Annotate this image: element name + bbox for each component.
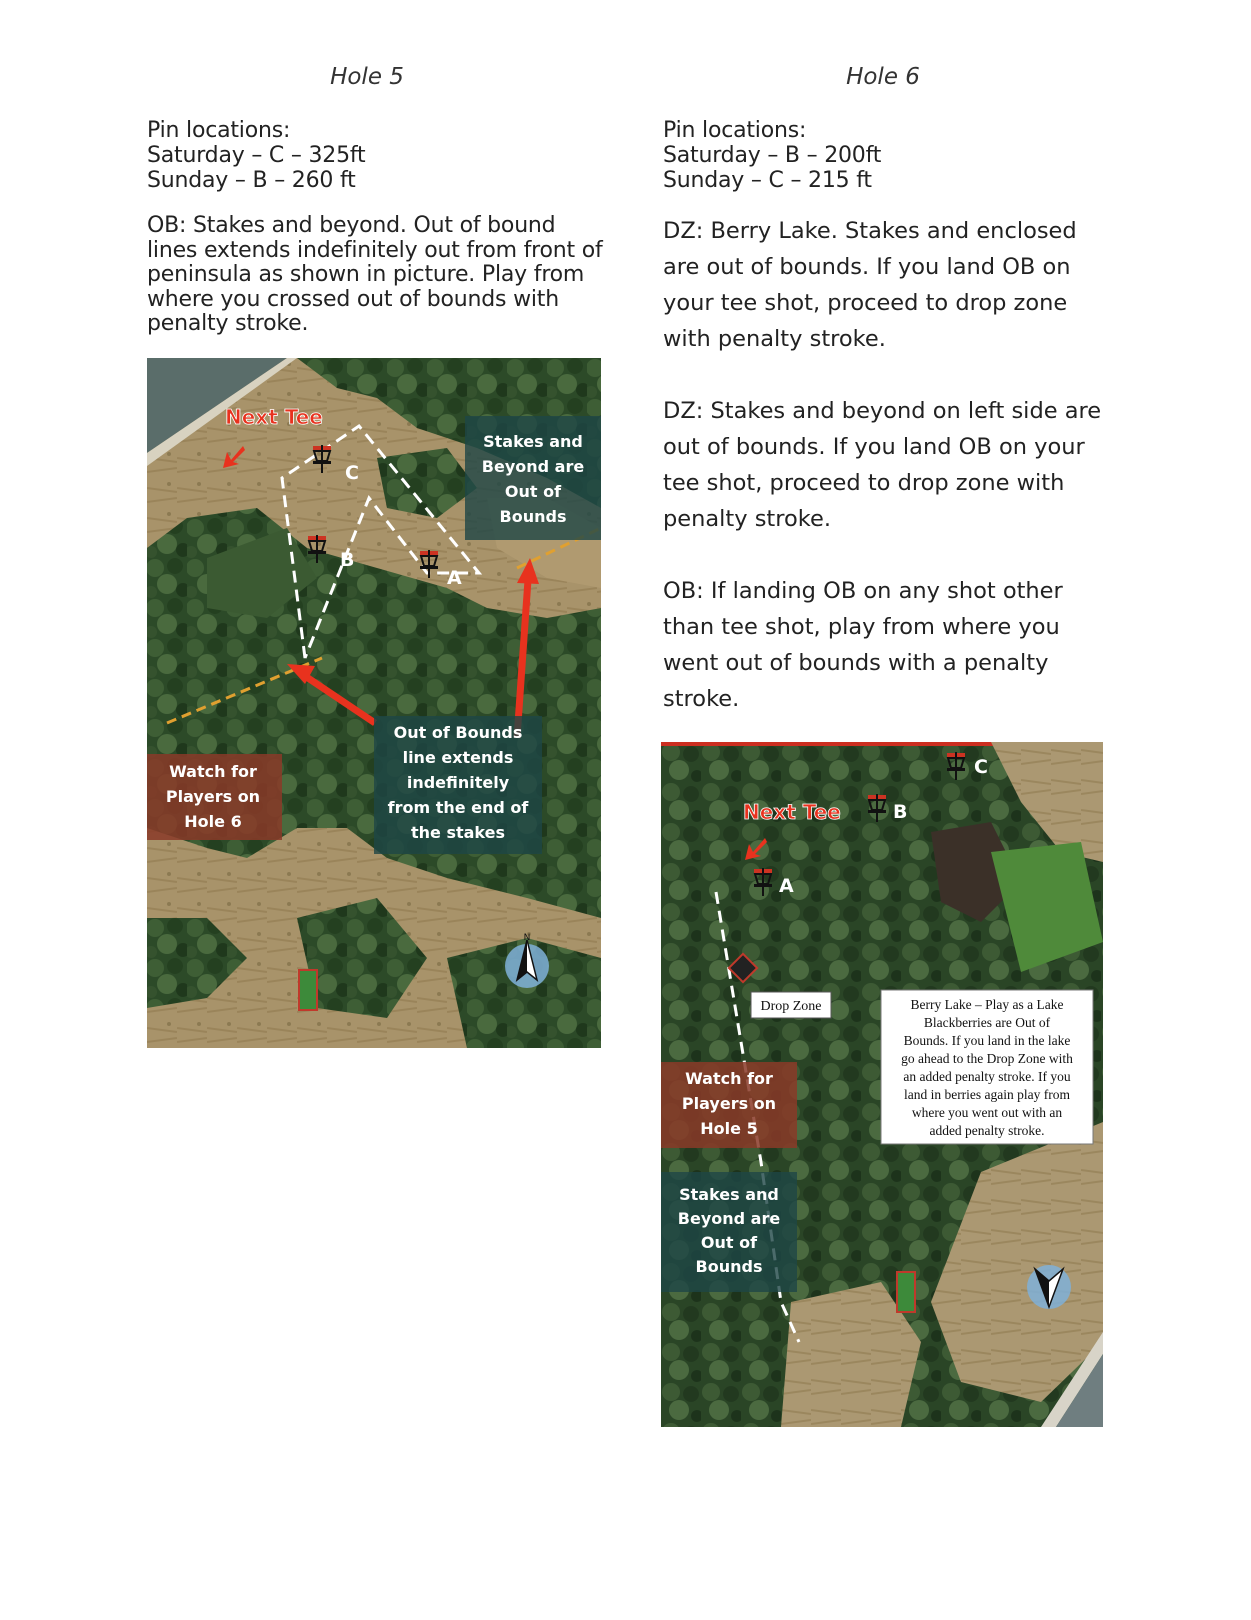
berry-box-line-2: Blackberries are Out of bbox=[923, 1015, 1051, 1030]
stakes-box-line-1: Stakes and bbox=[483, 432, 583, 451]
pin-c-label: C bbox=[345, 462, 359, 484]
hole-6-map bbox=[661, 742, 1103, 1427]
watch-box-line-1: Watch for bbox=[169, 762, 257, 781]
pin-sunday: Sunday – B – 260 ft bbox=[147, 168, 356, 193]
berry-box-line-6: land in berries again play from bbox=[903, 1087, 1071, 1102]
stakes-box-line-2: Beyond are bbox=[481, 457, 585, 476]
hole-6-pin-locations bbox=[663, 118, 881, 193]
hole-6-aerial bbox=[661, 742, 1103, 1427]
hole-5-ob-rule: OB: Stakes and beyond. Out of bound lines extends indefinitely out from front of peninsula as shown in picture. Play from where you crossed out of bounds with penalty stroke. bbox=[147, 213, 603, 336]
stakes-box-line-1: Stakes and bbox=[679, 1185, 779, 1204]
hole-6-dz-rule-1: DZ: Berry Lake. Stakes and enclosed are out of bounds. If you land OB on your tee shot, proceed to drop zone with penalty stroke. bbox=[663, 218, 1077, 352]
ob-box-line-2: line extends bbox=[402, 748, 514, 767]
berry-box-line-7: where you went out with an bbox=[911, 1105, 1063, 1120]
pin-saturday: Saturday – B – 200ft bbox=[663, 143, 882, 168]
watch-box-line-3: Hole 5 bbox=[700, 1119, 758, 1138]
stakes-box-line-2: Beyond are bbox=[677, 1209, 781, 1228]
pin-heading: Pin locations: bbox=[663, 118, 807, 143]
stakes-box-line-4: Bounds bbox=[499, 507, 567, 526]
berry-box-line-8: added penalty stroke. bbox=[929, 1123, 1045, 1138]
ob-box-line-1: Out of Bounds bbox=[393, 723, 523, 742]
berry-box-bg bbox=[881, 990, 1093, 1144]
berry-box-line-1: Berry Lake – Play as a Lake bbox=[910, 997, 1064, 1012]
pin-b-label: B bbox=[340, 549, 355, 571]
stakes-box-line-3: Out of bbox=[700, 1233, 758, 1252]
pin-c-label: C bbox=[974, 756, 988, 778]
pin-b-label: B bbox=[893, 801, 908, 823]
tee-pad bbox=[897, 1272, 915, 1312]
pin-heading: Pin locations: bbox=[147, 118, 291, 143]
ob-box-line-5: the stakes bbox=[410, 823, 506, 842]
hole-5-title: Hole 5 bbox=[330, 64, 404, 90]
berry-box-line-3: Bounds. If you land in the lake bbox=[903, 1033, 1071, 1048]
ob-box-line-3: indefinitely bbox=[406, 773, 510, 792]
watch-box-line-2: Players on bbox=[681, 1094, 777, 1113]
hole-6-title: Hole 6 bbox=[846, 64, 920, 90]
next-tee-label: Next Tee bbox=[225, 405, 323, 429]
pin-a-label: A bbox=[779, 875, 794, 897]
drop-zone-label: Drop Zone bbox=[760, 999, 822, 1014]
hole-5-map bbox=[147, 358, 601, 1048]
pin-saturday: Saturday – C – 325ft bbox=[147, 143, 366, 168]
stakes-box-line-4: Bounds bbox=[695, 1257, 763, 1276]
pin-a-label: A bbox=[447, 567, 462, 589]
hole-5-aerial bbox=[147, 358, 601, 1048]
ob-box-line-4: from the end of bbox=[387, 798, 529, 817]
tee-pad bbox=[299, 970, 317, 1010]
hole-6-ob-rule: OB: If landing OB on any shot other than tee shot, play from where you went out of bounds with a penalty stroke. bbox=[663, 578, 1063, 712]
berry-box-line-4: go ahead to the Drop Zone with bbox=[901, 1051, 1073, 1066]
hole-5-pin-locations bbox=[147, 118, 365, 193]
pin-sunday: Sunday – C – 215 ft bbox=[663, 168, 872, 193]
compass-label: N bbox=[523, 933, 531, 943]
next-tee-label: Next Tee bbox=[743, 800, 841, 824]
compass-icon bbox=[1027, 1265, 1071, 1309]
hole-6-dz-rule-2: DZ: Stakes and beyond on left side are out of bounds. If you land OB on your tee shot, proceed to drop zone with penalty stroke. bbox=[663, 398, 1102, 532]
stakes-box-line-3: Out of bbox=[504, 482, 562, 501]
watch-box-line-3: Hole 6 bbox=[184, 812, 242, 831]
watch-box-line-1: Watch for bbox=[685, 1069, 773, 1088]
berry-box-line-5: an added penalty stroke. If you bbox=[903, 1069, 1071, 1084]
watch-box-line-2: Players on bbox=[165, 787, 261, 806]
